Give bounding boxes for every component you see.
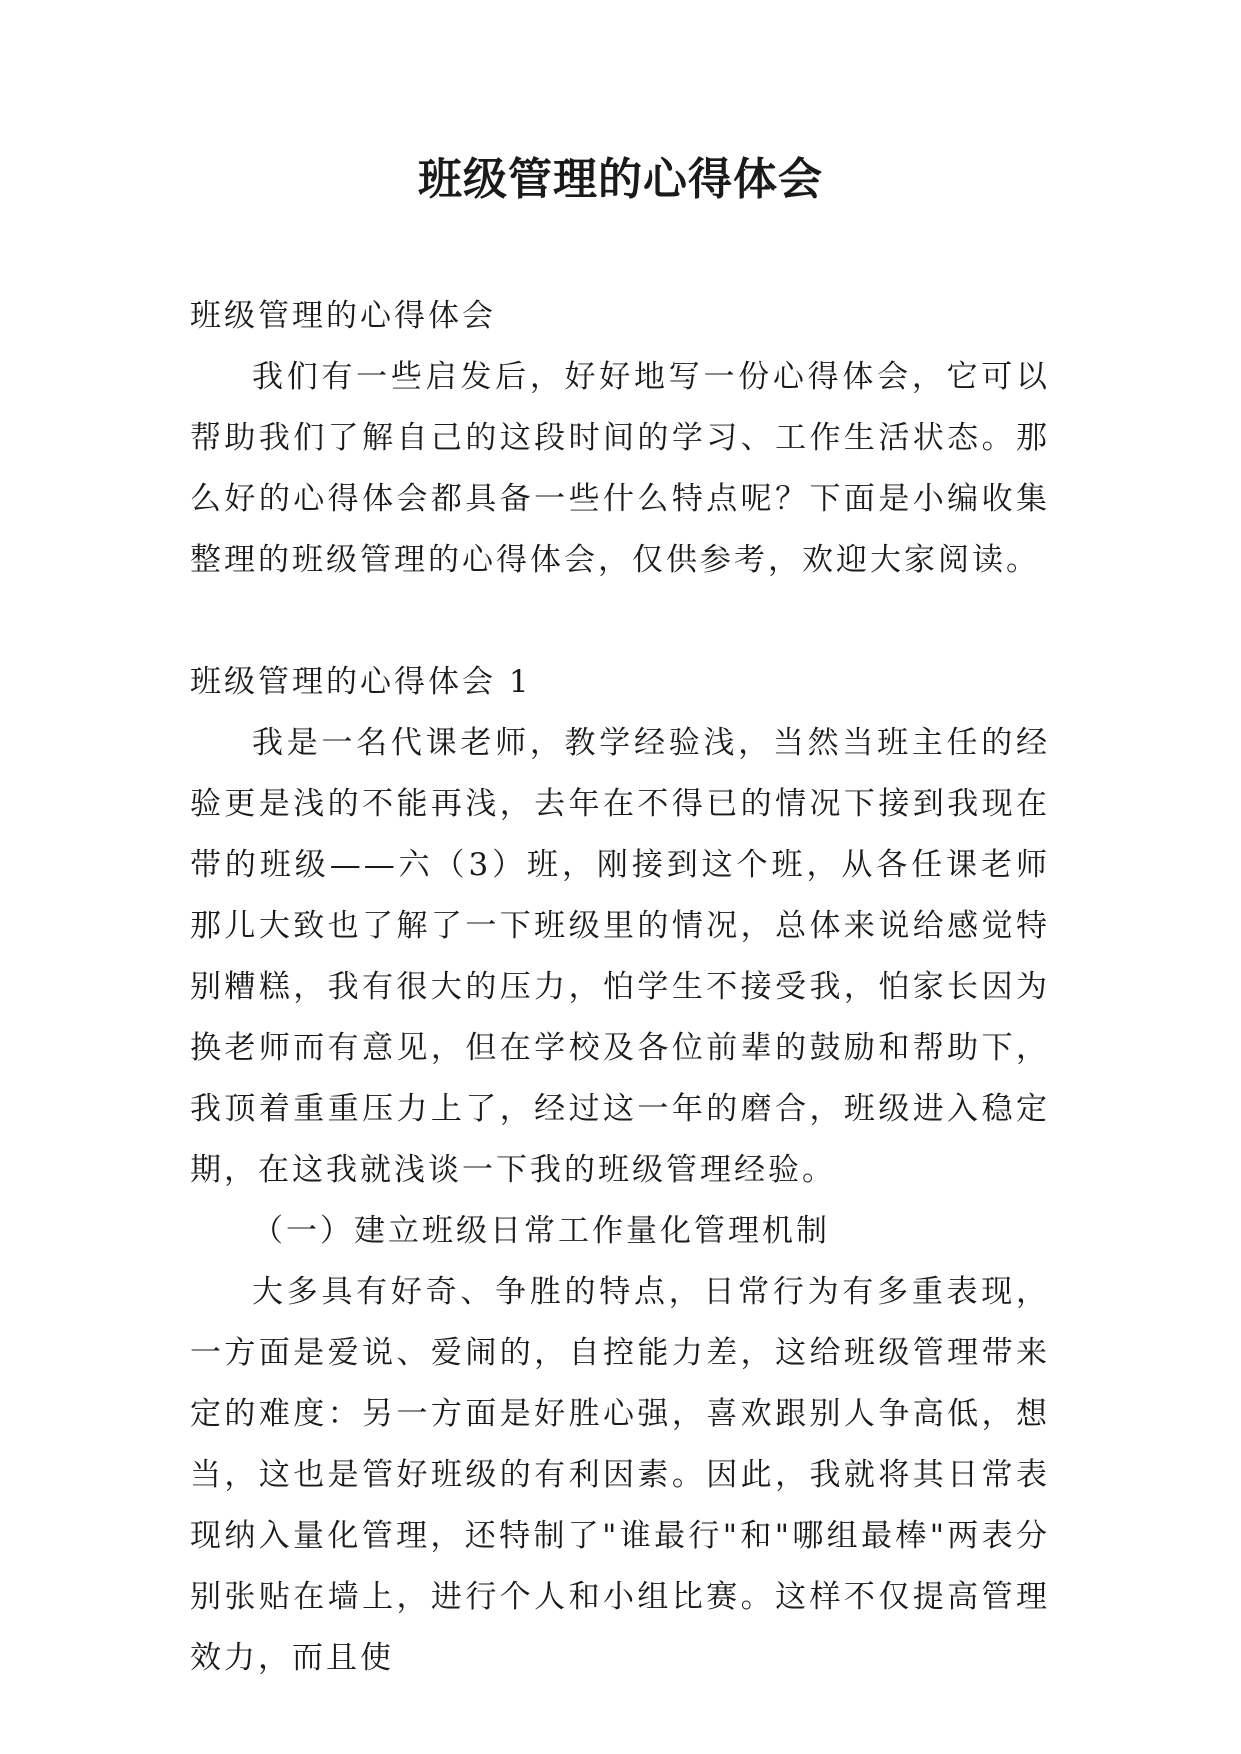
section1-paragraph-2: 大多具有好奇、争胜的特点，日常行为有多重表现，一方面是爱说、爱闹的，自控能力差，这给班级管理带来定的难度：另一方面是好胜心强，喜欢跟别人争高低，想当，这也是管好班级的有利因素。因此，我就将其日常表现纳入量化管理，还特制了"谁最行"和"哪组最棒"两表分别张贴在墙上，进行个人和小组比赛。这样不仅提高管理效力，而且使 [190,1274,1050,1676]
section1-heading: 班级管理的心得体会 1 [190,664,532,700]
section1-paragraph-1: 我是一名代课老师，教学经验浅，当然当班主任的经验更是浅的不能再浅，去年在不得已的情况下接到我现在带的班级——六（3）班，刚接到这个班，从各任课老师那儿大致也了解了一下班级里的情况，总体来说给感觉特别糟糕，我有很大的压力，怕学生不接受我，怕家长因为换老师而有意见，但在学校及各位前辈的鼓励和帮助下，我顶着重重压力上了，经过这一年的磨合，班级进入稳定期，在这我就浅谈一下我的班级管理经验。 [190,725,1050,1188]
section1-subheading-1: （一）建立班级日常工作量化管理机制 [252,1213,830,1249]
document-body [190,286,1050,1689]
intro-heading: 班级管理的心得体会 [190,298,496,334]
document-title: 班级管理的心得体会 [418,154,823,205]
section-spacer [190,591,1050,652]
intro-paragraph: 我们有一些启发后，好好地写一份心得体会，它可以帮助我们了解自己的这段时间的学习、工作生活状态。那么好的心得体会都具备一些什么特点呢？下面是小编收集整理的班级管理的心得体会，仅供参考，欢迎大家阅读。 [190,359,1050,578]
